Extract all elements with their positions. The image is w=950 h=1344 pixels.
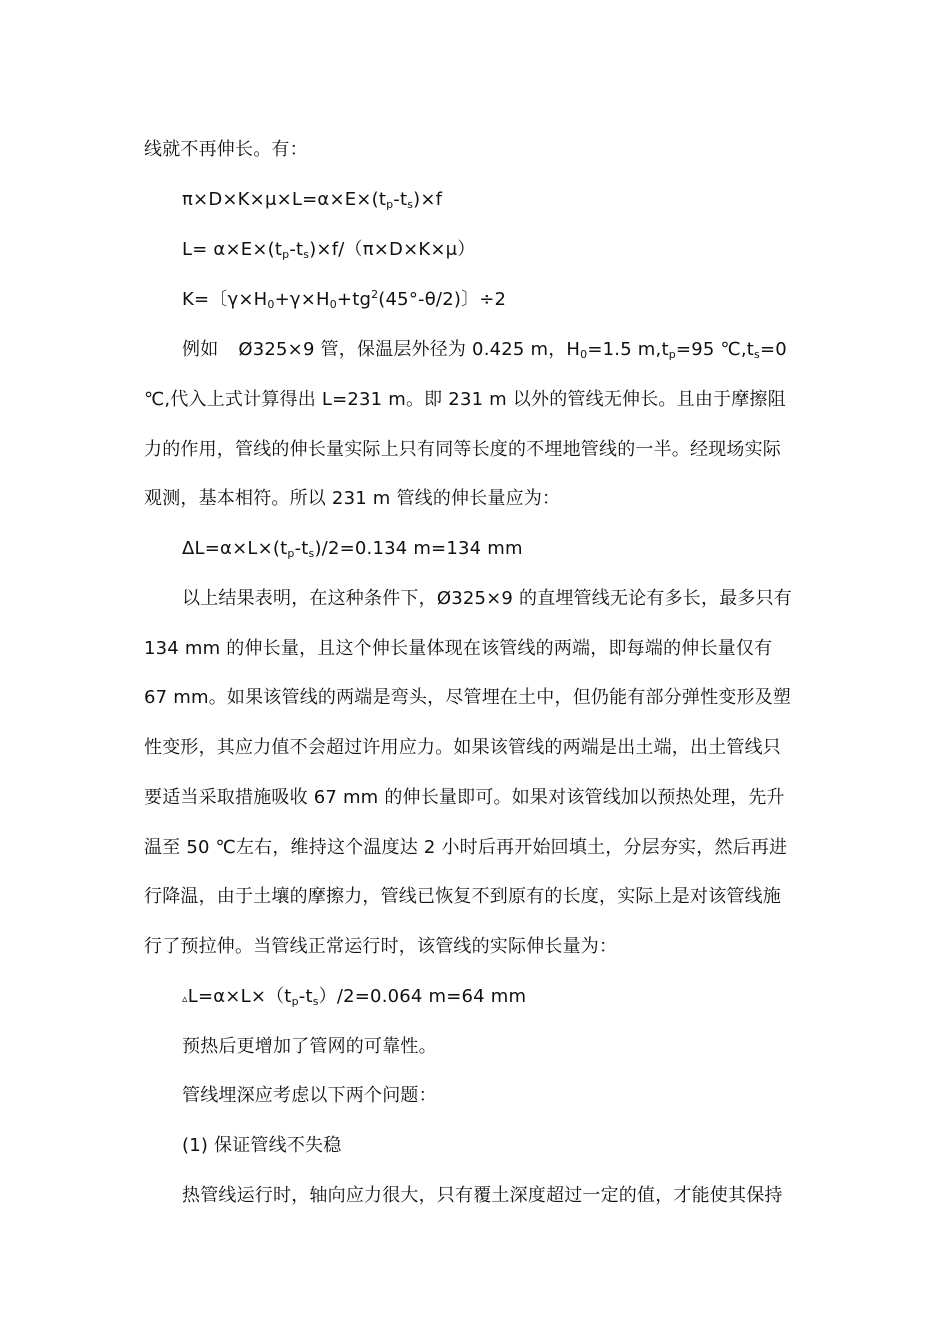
paragraph-line: 67 mm。如果该管线的两端是弯头，尽管埋在土中，但仍能有部分弹性变形及塑 (144, 687, 792, 708)
formula-force-balance: $\pi\times D\times K\times\mu\times L=\alpha\times E\times(t_p-t_s)\times f$ (182, 189, 443, 211)
formula-delta-l-prestretched: $▵L=\alpha\times L\times(t_p-t_s)/2=0.064$ m=64 mm (182, 986, 527, 1008)
paragraph-line: 行了预拉伸。当管线正常运行时，该管线的实际伸长量为： (144, 936, 618, 957)
paragraph-line: 以上结果表明，在这种条件下，Ø325×9 的直埋管线无论有多长，最多只有 (182, 588, 792, 609)
paragraph-line: 热管线运行时，轴向应力很大，只有覆土深度超过一定的值，才能使其保持 (182, 1185, 783, 1206)
paragraph-line: ℃,代入上式计算得出 L=231 m。即 231 m 以外的管线无伸长。且由于摩擦阻 (144, 389, 786, 410)
paragraph-line: 观测，基本相符。所以 231 m 管线的伸长量应为： (144, 488, 561, 509)
formula-delta-l: $\Delta L=\alpha\times L\times(t_p-t_s)/2=0.134$ m=134 mm (182, 538, 523, 560)
paragraph-line: 线就不再伸长。有： (144, 139, 308, 160)
formula-k: K=〔$\gamma\times H_0+\gamma\times H_0+tg^2(45^\circ-\theta/2)$〕÷2 (182, 288, 507, 311)
paragraph-line: 要适当采取措施吸收 67 mm 的伸长量即可。如果对该管线加以预热处理，先升 (144, 787, 785, 808)
paragraph-line: 管线埋深应考虑以下两个问题： (182, 1085, 437, 1106)
paragraph-line: 性变形，其应力值不会超过许用应力。如果该管线的两端是出土端，出土管线只 (144, 737, 781, 758)
paragraph-line: 行降温，由于土壤的摩擦力，管线已恢复不到原有的长度，实际上是对该管线施 (144, 886, 781, 907)
paragraph-line: 134 mm 的伸长量，且这个伸长量体现在该管线的两端，即每端的伸长量仅有 (144, 638, 773, 659)
paragraph-line: 温至 50 ℃左右，维持这个温度达 2 小时后再开始回填土，分层夯实，然后再进 (144, 837, 788, 858)
formula-length: $L= \alpha\times E\times(t_p-t_s)\times f/(\pi\times D\times K\times\mu)$ (182, 239, 476, 261)
example-line: 例如 Ø325×9 管，保温层外径为 0.425 m，$H_0=1.5$ $m,t_p=95$ $℃,t_s=0$ (182, 339, 787, 361)
section-heading: (1) 保证管线不失稳 (182, 1135, 342, 1156)
paragraph-line: 预热后更增加了管网的可靠性。 (182, 1036, 437, 1057)
paragraph-line: 力的作用，管线的伸长量实际上只有同等长度的不埋地管线的一半。经现场实际 (144, 439, 781, 460)
